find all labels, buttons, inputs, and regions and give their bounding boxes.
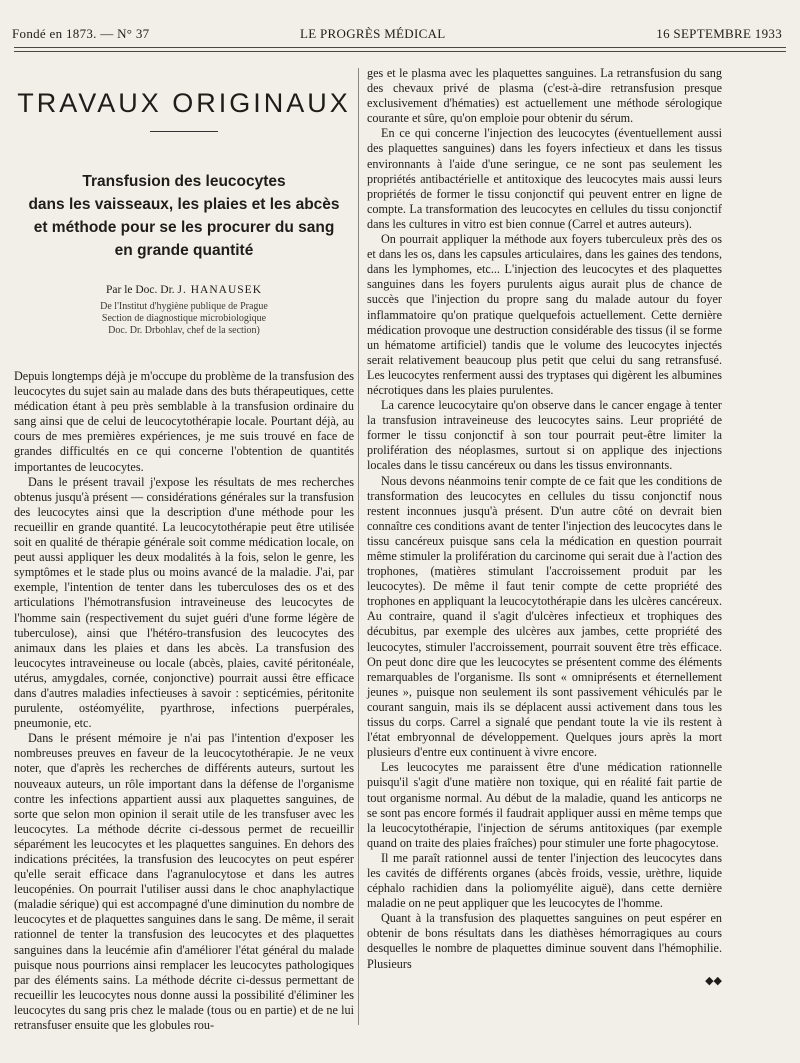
paragraph: Les leucocytes me paraissent être d'une médication rationnelle puisqu'il s'agit d'une matière non toxique, qui en réalité fait partie de tout organisme normal. Au début de la maladie, quand les anticorps ne se sont pas encore formés il faudrait appliquer aussi en même temps que la leucocytothérapie, l'injection de sérums antitoxiques (par exemple quand on traite des plaies fraîches) pour stimuler une forte phagocytose.: [367, 760, 722, 850]
running-header: [12, 26, 782, 46]
author-name: J. HANAUSEK: [177, 284, 263, 296]
paragraph: En ce qui concerne l'injection des leucocytes (éventuellement aussi des plaquettes sanguines) dans les foyers infectieux et dans les tissus environnants à l'aide d'une seringue, ce ne sont pas seulement les propriétés antibactérielle et antitoxique des leucocytes mais aussi leurs propriétés de former le tissu conjonctif qui peuvent entrer en ligne de compte. La transformation des leucocytes en cellules du tissu conjonctif dans les cultures in vitro est bien connue (Carrel et autres auteurs).: [367, 126, 722, 231]
article-title: [14, 170, 354, 262]
article-title-line: en grande quantité: [114, 242, 254, 259]
paragraph: Nous devons néanmoins tenir compte de ce fait que les conditions de transformation des leucocytes en cellules du tissu conjonctif nous restent inconnues jusqu'à présent. D'un autre côté on devrait bien connaître ces conditions avant de tenter l'injection des leucocytes dans le tissu cancéreux puisque sans cela la médication en question pourrait même stimuler la prolifération du carcinome qui serait due à l'action des trophones, (matières stimulant l'accroissement produit par les leucocytes). De même il faut tenir compte de cette propriété des trophones en appliquant la leucocytothérapie dans les ulcères cancéreux. Au contraire, quand il s'agit d'ulcères infectieux et trophiques des décubitus, par exemple des ulcères aux jambes, cette propriété des leucocytes, stimuler l'accroissement, pourrait souvent être très efficace. On peut donc dire que les leucocytes se présentent comme des éléments remarquables de l'organisme. Ils sont « omniprésents et éternellement jeunes », puisque non seulement ils sont passivement véhiculés par le courant sanguin, mais ils se déplacent aussi activement dans tous les tissus du corps. Carrel a signalé que pendant toute la vie ils restent à l'état embryonnal de développement. Quelques jours après la mort plusieurs d'entre eux continuent à vivre encore.: [367, 473, 722, 760]
affiliation-line: Section de diagnostique microbiologique: [101, 313, 267, 324]
byline-prefix: Par le Doc. Dr.: [105, 284, 178, 296]
header-founded: Fondé en 1873. — N° 37: [12, 26, 150, 41]
affiliation-line: Doc. Dr. Drbohlav, chef de la section): [108, 325, 260, 336]
paragraph: Quant à la transfusion des plaquettes sanguines on peut espérer en obtenir de bons résultats dans les diathèses hémorragiques au cours desquelles le nombre de plaquettes diminue souvent dans l'hémophilie. Plusieurs: [367, 911, 722, 971]
title-rule: [150, 131, 218, 132]
article-title-line: et méthode pour se les procurer du sang: [33, 219, 335, 236]
header-rule-secondary: [14, 51, 786, 52]
issue-date: 16 SEPTEMBRE 1933: [656, 26, 782, 41]
paragraph: Dans le présent travail j'expose les résultats de mes recherches obtenus jusqu'à présent — considérations générales sur la transfusion des leucocytes ainsi que la description d'une méthode pour les recueillir en grande quantité. La leucocytothérapie peut être utilisée soit en qualité de thérapie générale soit comme médication locale, on peut aussi appliquer les deux modalités à la fois, selon le genre, les symptômes et le stade plus ou moins avancé de la maladie. J'ai, par exemple, l'intention de tenter dans les tuberculoses des os et des articulations l'hémotransfusion intraveineuse des leucocytes de l'homme sain (respectivement du sujet guéri d'une forme légère de tuberculose), ainsi que l'hétéro-transfusion des leucocytes des animaux dans les plaies et dans les abcès. La transfusion des leucocytes intraveineuse ou locale (abcès, plaies, cavité péritonéale, utérus, amygdales, cornée, conjonctive) pourrait aussi être efficace dans d'autres maladies infectieuses à savoir : septicémies, péritonite purulente, ostéomyélite, pyarthrose, infections puerpérales, pneumonie, etc.: [14, 474, 354, 731]
right-column: [367, 66, 722, 987]
paragraph: Il me paraît rationnel aussi de tenter l'injection des leucocytes dans les cavités de différents organes (abcès froids, vessie, urèthre, liquide céphalo rachidien dans la poliomyélite aiguë), dans cette dernière maladie on ne peut appliquer que les leucocytes de l'homme.: [367, 850, 722, 911]
byline: [14, 284, 354, 296]
article-title-line: dans les vaisseaux, les plaies et les abcès: [28, 196, 340, 213]
article-title-line: Transfusion des leucocytes: [82, 173, 286, 190]
left-column: [14, 70, 354, 1033]
affiliation: [14, 301, 354, 337]
journal-title: LE PROGRÈS MÉDICAL: [300, 26, 446, 41]
paragraph: La carence leucocytaire qu'on observe dans le cancer engage à tenter la transfusion intraveineuse des leucocytes sains. Leur propriété de former le tissu conjonctif à son tour pourrait peut-être limiter la prolifération des néoplasmes, surtout si on applique des injections locales dans le tissu cancéreux ou dans les tissus environnants.: [367, 398, 722, 473]
section-title: TRAVAUX ORIGINAUX: [17, 88, 351, 118]
paragraph: On pourrait appliquer la méthode aux foyers tuberculeux près des os et dans les os, dans les capsules articulaires, dans les gaines des tendons, dans les lymphomes, etc... L'injection des leucocytes et des plaquettes sanguines dans les foyers purulents aigus aurait plus de chance de succès que l'injection du propre sang du malade autour du foyer inflammatoire qu'on pratique quelquefois actuellement. Cette dernière médication provoque une destruction considérable des tissus (il se forme un hématome artificiel) tandis que le volume des leucocytes injectés serait relativement beaucoup plus petit que celui du sang retransfusé. Les leucocytes renferment aussi des tryptases qui digèrent les albumines nécrotiques dans les plaies purulentes.: [367, 232, 722, 397]
paragraph: Depuis longtemps déjà je m'occupe du problème de la transfusion des leucocytes du sujet sain au malade dans des buts thérapeutiques, cette médication étant à peu près semblable à la transfusion ordinaire du sang ainsi que de celui de leucocytothérapie locale. Pourtant déjà, au cours de mes premières expériences, je me suis trouvé en face de grandes difficultés en ce qui concerne l'obtention de quantités importantes de leucocytes.: [14, 369, 354, 474]
ornament-icon: ◆◆: [705, 973, 722, 987]
header-rule: [14, 47, 786, 48]
paragraph: Dans le présent mémoire je n'ai pas l'intention d'exposer les nombreuses preuves en faveur de la leucocytothérapie. Je ne veux noter, que d'après les recherches de différents auteurs, surtout les nouveaux auteurs, un rôle important dans la défense de l'organisme contre les infections appartient aussi aux plaquettes sanguines, de sorte que selon mon opinion il serait utile de les transfuser avec les leucocytes. La méthode décrite ci-dessous permet de recueillir séparément les leucocytes et les plaquettes sanguines. En dehors des indications précitées, la transfusion des leucocytes on peut espérer qu'elle serait efficace dans l'agranulocytose et dans les autres leucopénies. On pourrait l'utiliser aussi dans le choc anaphylactique (maladie sérique) qui est accompagné d'une diminution du nombre de leucocytes et de plaquettes sanguines dans le sang. De même, il serait rationnel de tenter la transfusion des leucocytes et des plaquettes sanguines dans la leucémie afin d'améliorer l'état général du malade puisque nous pourrions ainsi remplacer les leucocytes pathologiques par des éléments sains. La méthode décrite ci-dessus permettant de recueillir les leucocytes nous donne aussi la possibilité d'éliminer les leucocytes du sang pris chez le malade (tous ou en partie) et de ne lui retransfuser ensuite que les globules rou-: [14, 731, 354, 1033]
affiliation-line: De l'Institut d'hygiène publique de Prague: [100, 301, 268, 312]
column-divider: [358, 68, 359, 1025]
paragraph: ges et le plasma avec les plaquettes sanguines. La retransfusion du sang des chevaux privé de plasma (c'est-à-dire retransfusion presque exclusivement d'hématies) est actuellement une méthode sérologique courante et sûre, qu'on emploie pour obtenir du sérum.: [367, 66, 722, 126]
